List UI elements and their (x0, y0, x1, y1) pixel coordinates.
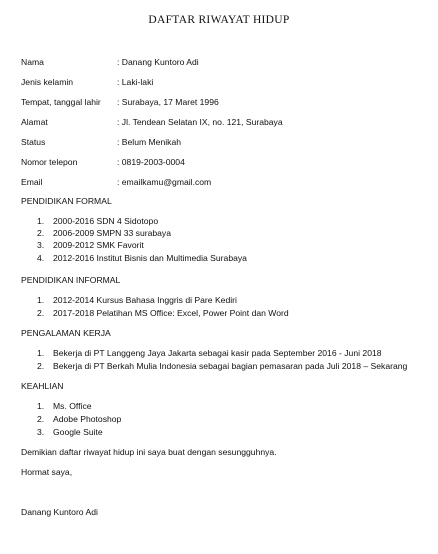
list-number: 2. (37, 414, 45, 424)
field-email (21, 177, 211, 187)
field-value: : emailkamu@gmail.com (117, 177, 212, 187)
field-status (21, 137, 181, 147)
section-heading-pendidikan-formal: PENDIDIKAN FORMAL (21, 196, 112, 206)
field-label: Alamat (21, 117, 48, 127)
list-item (37, 308, 289, 318)
list-item (37, 228, 171, 238)
list-number: 4. (37, 253, 45, 263)
list-number: 3. (37, 427, 45, 437)
field-jenis-kelamin (21, 77, 153, 87)
section-heading-pendidikan-informal: PENDIDIKAN INFORMAL (21, 275, 121, 285)
list-text: Adobe Photoshop (53, 414, 122, 424)
field-value: : Danang Kuntoro Adi (117, 57, 199, 67)
field-value: : Surabaya, 17 Maret 1996 (117, 97, 219, 107)
list-text: 2012-2016 Institut Bisnis dan Multimedia Surabaya (53, 253, 247, 263)
list-text: Bekerja di PT Langgeng Jaya Jakarta sebagai kasir pada September 2016 - Juni 2018 (53, 348, 382, 358)
field-label: Nomor telepon (21, 157, 78, 167)
list-item (37, 253, 247, 263)
field-nomor-telepon (21, 157, 185, 167)
list-item (37, 348, 382, 358)
field-alamat (21, 117, 283, 127)
list-number: 2. (37, 308, 45, 318)
field-value: : Laki-laki (117, 77, 154, 87)
closing-statement: Demikian daftar riwayat hidup ini saya buat dengan sesungguhnya. (21, 447, 277, 457)
field-value: : Belum Menikah (117, 137, 182, 147)
field-tempat-tanggal-lahir (21, 97, 219, 107)
field-value: : 0819-2003-0004 (117, 157, 185, 167)
list-item (37, 361, 407, 371)
list-item (37, 295, 237, 305)
list-number: 1. (37, 401, 45, 411)
list-item (37, 414, 121, 424)
list-number: 2. (37, 228, 45, 238)
list-number: 1. (37, 295, 45, 305)
list-item (37, 427, 103, 437)
field-nama (21, 57, 199, 67)
field-label: Status (21, 137, 46, 147)
section-heading-keahlian: KEAHLIAN (21, 381, 64, 391)
list-item (37, 240, 144, 250)
list-text: 2017-2018 Pelatihan MS Office: Excel, Power Point dan Word (53, 308, 289, 318)
list-number: 3. (37, 240, 45, 250)
field-label: Jenis kelamin (21, 77, 74, 87)
list-number: 1. (37, 348, 45, 358)
document-title: DAFTAR RIWAYAT HIDUP (148, 14, 290, 26)
signature-name: Danang Kuntoro Adi (21, 507, 98, 517)
field-label: Tempat, tanggal lahir (21, 97, 101, 107)
field-value: : Jl. Tendean Selatan IX, no. 121, Surabaya (117, 117, 283, 127)
list-text: 2009-2012 SMK Favorit (53, 240, 144, 250)
list-number: 2. (37, 361, 45, 371)
list-text: 2012-2014 Kursus Bahasa Inggris di Pare Kediri (53, 295, 237, 305)
field-label: Email (21, 177, 43, 187)
list-number: 1. (37, 216, 45, 226)
section-heading-pengalaman-kerja: PENGALAMAN KERJA (21, 328, 111, 338)
list-text: Google Suite (53, 427, 103, 437)
list-text: 2000-2016 SDN 4 Sidotopo (53, 216, 159, 226)
list-text: Bekerja di PT Berkah Mulia Indonesia sebagai bagian pemasaran pada Juli 2018 – Sekarang (53, 361, 408, 371)
list-item (37, 401, 92, 411)
list-item (37, 216, 158, 226)
list-text: 2006-2009 SMPN 33 surabaya (53, 228, 172, 238)
salutation: Hormat saya, (21, 467, 73, 477)
list-text: Ms. Office (53, 401, 92, 411)
field-label: Nama (21, 57, 44, 67)
